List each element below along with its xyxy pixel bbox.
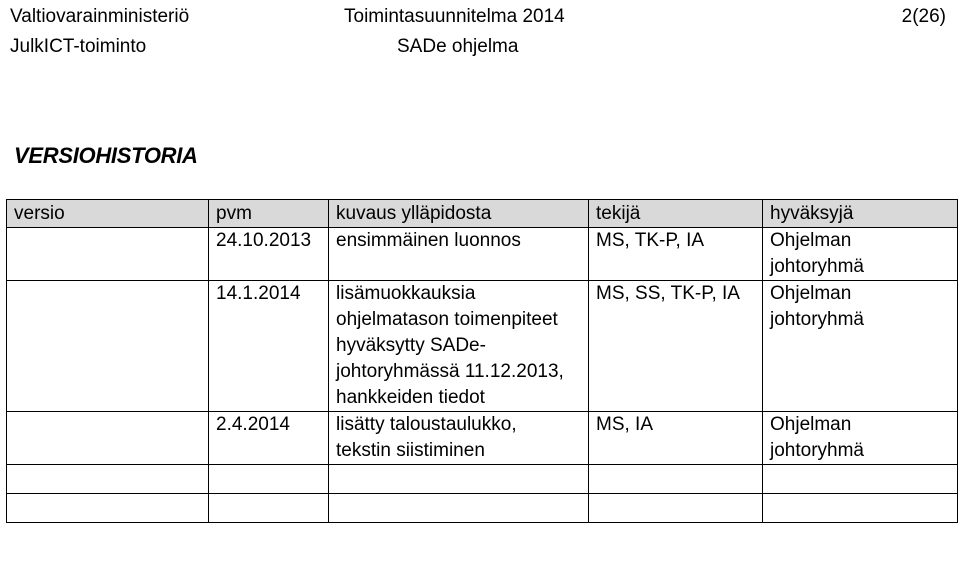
header-program: SADe ohjelma [397,36,519,57]
cell-line: Ohjelman [770,230,852,251]
cell-line: lisätty taloustaulukko, [336,414,517,435]
cell-line: Ohjelman [770,414,852,435]
cell-date [209,494,329,523]
cell-line: johtoryhmässä 11.12.2013, [336,361,564,382]
header-org: Valtiovarainministeriö [10,6,190,27]
header-unit: JulkICT-toiminto [10,36,147,57]
cell-description [329,281,589,412]
table-row [7,228,958,281]
cell-description [329,465,589,494]
cell-version [7,465,209,494]
cell-line: johtoryhmä [770,309,864,330]
cell-line: johtoryhmä [770,256,864,277]
header-page-number: 2(26) [901,6,946,27]
cell-description [329,494,589,523]
cell-date: 24.10.2013 [209,228,329,281]
header-doc-title: Toimintasuunnitelma 2014 [344,6,565,27]
cell-line: hankkeiden tiedot [336,387,485,408]
cell-version [7,228,209,281]
section-title: VERSIOHISTORIA [14,143,198,168]
cell-author [589,465,763,494]
version-history-table [6,199,958,523]
cell-approver [763,412,958,465]
cell-line: johtoryhmä [770,440,864,461]
cell-author: MS, TK-P, IA [589,228,763,281]
cell-date: 14.1.2014 [209,281,329,412]
cell-line: tekstin siistiminen [336,440,485,461]
cell-line: ohjelmatason toimenpiteet [336,309,558,330]
column-header-approver: hyväksyjä [763,200,958,228]
cell-version [7,494,209,523]
table-row [7,465,958,494]
cell-description [329,228,589,281]
cell-version [7,281,209,412]
column-header-version: versio [7,200,209,228]
cell-approver [763,281,958,412]
cell-line: Ohjelman [770,283,852,304]
table-header-row [7,200,958,228]
cell-author: MS, IA [589,412,763,465]
cell-approver [763,228,958,281]
cell-line: hyväksytty SADe- [336,335,486,356]
table-row [7,494,958,523]
column-header-author: tekijä [589,200,763,228]
cell-line: lisämuokkauksia [336,283,476,304]
cell-date [209,465,329,494]
cell-approver [763,494,958,523]
cell-line: ensimmäinen luonnos [336,230,521,251]
table-row [7,412,958,465]
cell-author [589,494,763,523]
column-header-description: kuvaus ylläpidosta [329,200,589,228]
cell-version [7,412,209,465]
cell-approver [763,465,958,494]
table-row [7,281,958,412]
cell-description [329,412,589,465]
cell-author: MS, SS, TK-P, IA [589,281,763,412]
column-header-date: pvm [209,200,329,228]
cell-date: 2.4.2014 [209,412,329,465]
table-body [7,228,958,523]
